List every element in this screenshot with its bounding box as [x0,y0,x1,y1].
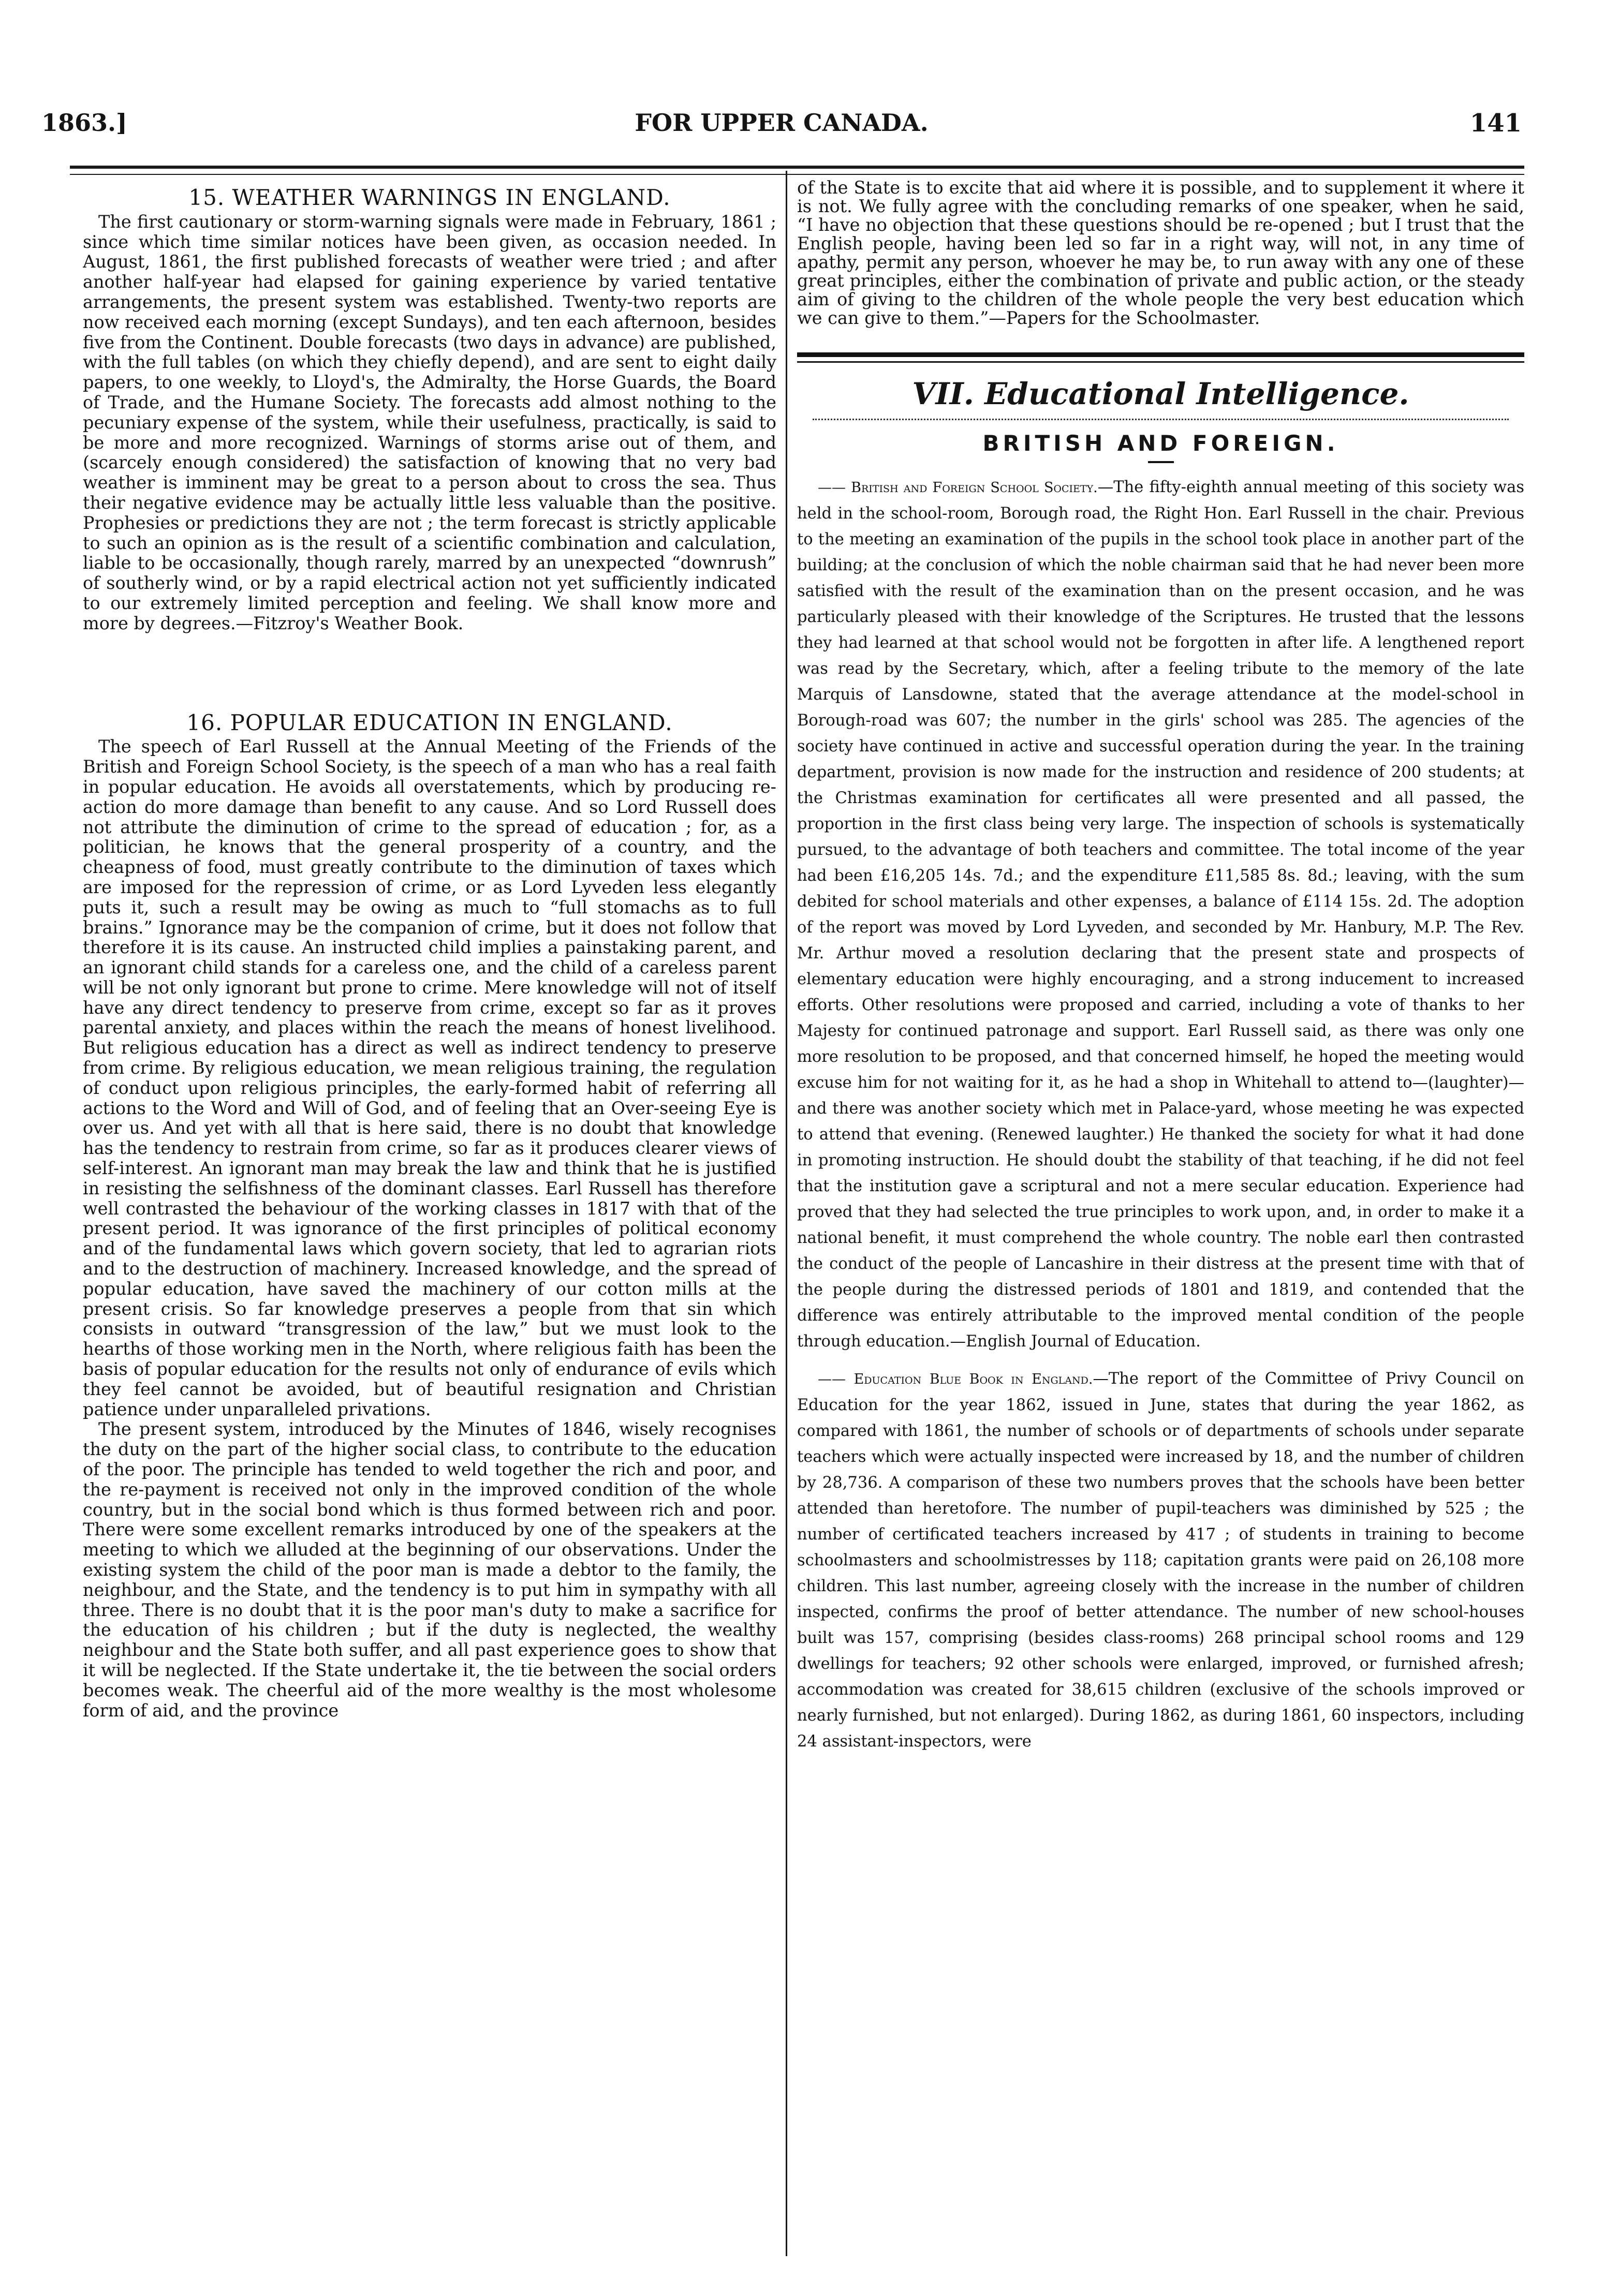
right-column [797,179,1524,2264]
header-title: FOR UPPER CANADA. [635,109,929,137]
header-rule [70,166,1524,175]
section-15-title: 15. WEATHER WARNINGS IN ENGLAND. [188,185,671,210]
news-item-2 [797,1366,1524,1755]
section-rule [797,352,1524,363]
news-item-1-text: —The fifty-eighth annual meeting of this society was held in the school-room, Borough road, the Right Hon. Earl Russell in the chair. Previous to the meeting an examination of the pupils in the school took place in another part of the building; at the conclusion of which the noble chairman said that he had never been more satisfied with the result of the examination than on the present occasion, and he was particularly pleased with their knowledge of the Scriptures. He trusted that the lessons they had learned at that school would not be forgotten in after life. A lengthened report was read by the Secretary, which, after a feeling tribute to the memory of the late Marquis of Lansdowne, stated that the average attendance at the model-school in Borough-road was 607; the number in the girls' school was 285. The agencies of the society have continued in active and successful operation during the year. In the training department, provision is now made for the instruction and residence of 200 students; at the Christmas examination for certificates all were presented and all passed, the proportion in the first class being very large. The inspection of schools is systematically pursued, to the advantage of both teachers and committee. The total income of the year had been £16,205 14s. 7d.; and the expenditure £11,585 8s. 8d.; leaving, with the sum debited for school materials and other expenses, a balance of £114 15s. 2d. The adoption of the report was moved by Lord Lyveden, and seconded by Mr. Hanbury, M.P. The Rev. Mr. Arthur moved a resolution declaring that the present state and prospects of elementary education were highly encouraging, and a strong inducement to increased efforts. Other resolutions were proposed and carried, including a vote of thanks to her Majesty for continued patronage and support. Earl Russell said, as there was only one more resolution to be proposed, and that concerned himself, he hoped the meeting would excuse him for not waiting for it, as he had a shop in Whitehall to attend to—(laughter)—and there was another society which met in Palace-yard, whose meeting he was expected to attend that evening. (Renewed laughter.) He thanked the society for what it had done in promoting instruction. He should doubt the stability of that teaching, if he did not feel that the institution gave a scriptural and not a mere secular education. Experience had proved that they had selected the true principles to work upon, and, in order to make it a national benefit, it must comprehend the whole country. The noble earl then contrasted the conduct of the people of Lancashire in their distress at the present time with that of the people during the distressed periods of 1801 and 1819, and contended that the difference was entirely attributable to the improved mental condition of the people through education.—English Journal of Education. [797,478,1524,1351]
news-item-2-lead: —— Education Blue Book in England. [818,1371,1093,1387]
news-item-1-lead: —— British and Foreign School Society. [818,480,1098,496]
page-header [41,109,1522,150]
column-divider [786,171,787,2256]
subsection-title: BRITISH AND FOREIGN. [982,431,1339,456]
section-16-title: 16. POPULAR EDUCATION IN ENGLAND. [186,709,673,735]
short-rule [1148,461,1174,463]
page-number: 141 [1469,109,1522,138]
section-16-paragraph-2: The present system, introduced by the Minutes of 1846, wisely recognises the duty on the part of the higher social class, to contribute to the education of the poor. The principle has tended to weld together the rich and poor, and the re-payment is received not only in the improved condition of the whole country, but in the social bond which is thus formed between rich and poor. There were some excellent remarks introduced by one of the speakers at the meeting to which we alluded at the beginning of our observations. Under the existing system the child of the poor man is made a debtor to the family, the neighbour, and the State, and the tendency is to put him in sympathy with all three. There is no doubt that it is the poor man's duty to make a sacrifice for the education of his children ; but if the duty is neglected, the wealthy neighbour and the State both suffer, and all past experience goes to show that it will be neglected. If the State undertake it, the tie between the social orders becomes weak. The cheerful aid of the more wealthy is the most wholesome form of aid, and the province [83,1419,776,1721]
continued-paragraph: of the State is to excite that aid where it is possible, and to supplement it where it is not. We fully agree with the concluding remarks of one speaker, when he said, “I have no objection that these questions should be re-opened ; but I trust that the English people, having been led so far in a right way, will not, in any time of apathy, permit any person, whoever he may be, to run away with any one of these great principles, either the combination of private and public action, or the steady aim of giving to the children of the whole people the very best education which we can give to them.”—Papers for the Schoolmaster. [797,179,1524,328]
section-vii-title: VII. Educational Intelligence. [912,376,1409,411]
left-column [83,179,776,2264]
news-item-1 [797,475,1524,1355]
news-item-2-text: —The report of the Committee of Privy Council on Education for the year 1862, issued in June, states that during the year 1862, as compared with 1861, the number of schools or of departments of schools under separate teachers which were actually inspected were increased by 18, and the number of children by 28,736. A comparison of these two numbers proves that the schools have been better attended than heretofore. The number of pupil-teachers was diminished by 525 ; the number of certificated teachers increased by 417 ; of students in training to become schoolmasters and schoolmistresses by 118; capitation grants were paid on 26,108 more children. This last number, agreeing closely with the increase in the number of children inspected, confirms the proof of better attendance. The number of new school-houses built was 157, comprising (besides class-rooms) 268 principal school rooms and 129 dwellings for teachers; 92 other schools were enlarged, improved, or furnished afresh; accommodation was created for 38,615 children (exclusive of the schools improved or nearly furnished, but not enlarged). During 1862, as during 1861, 60 inspectors, including 24 assistant-inspectors, were [797,1370,1524,1751]
section-gap [83,634,776,704]
header-year: 1863.] [41,109,127,137]
ornamental-rule [813,419,1509,420]
section-15-paragraph: The first cautionary or storm-warning signals were made in February, 1861 ; since which time similar notices have been given, as occasion needed. In August, 1861, the first published forecasts of weather were tried ; and after another half-year had elapsed for gaining experience by varied tentative arrangements, the present system was established. Twenty-two reports are now received each morning (except Sundays), and ten each afternoon, besides five from the Continent. Double forecasts (two days in advance) are published, with the full tables (on which they chiefly depend), and are sent to eight daily papers, to one weekly, to Lloyd's, the Admiralty, the Horse Guards, the Board of Trade, and the Humane Society. The forecasts add almost nothing to the pecuniary expense of the system, while their usefulness, practically, is said to be more and more recognized. Warnings of storms arise out of them, and (scarcely enough considered) the satisfaction of knowing that no very bad weather is imminent may be great to a person about to cross the sea. Thus their negative evidence may be actually little less valuable than the positive. Prophesies or predictions they are not ; the term forecast is strictly applicable to such an opinion as is the result of a scientific combination and calculation, liable to be occasionally, though rarely, marred by an unexpected “downrush” of southerly wind, or by a rapid electrical action not yet sufficiently indicated to our extremely limited perception and feeling. We shall know more and more by degrees.—Fitzroy's Weather Book. [83,211,776,633]
section-16-paragraph-1: The speech of Earl Russell at the Annual Meeting of the Friends of the British and Foreign School Society, is the speech of a man who has a real faith in popular education. He avoids all overstatements, which by producing re-action do more damage than benefit to any cause. And so Lord Russell does not attribute the diminution of crime to the spread of education ; for, as a politician, he knows that the general prosperity of a country, and the cheapness of food, must greatly contribute to the diminution of taxes which are imposed for the repression of crime, or as Lord Lyveden less elegantly puts it, such a result may be owing as much to “full stomachs as to full brains.” Ignorance may be the companion of crime, but it does not follow that therefore it is its cause. An instructed child implies a painstaking parent, and an ignorant child stands for a careless one, and the child of a careless parent will be not only ignorant but prone to crime. Mere knowledge will not of itself have any direct tendency to preserve from crime, except so far as it proves parental anxiety, and places within the reach the means of honest livelihood. But religious education has a direct as well as indirect tendency to preserve from crime. By religious education, we mean religious training, the regulation of conduct upon religious principles, the early-formed habit of referring all actions to the Word and Will of God, and of feeling that an Over-seeing Eye is over us. And yet with all that is here said, there is no doubt that knowledge has the tendency to restrain from crime, so far as it produces clearer views of self-interest. An ignorant man may break the law and think that he is justified in resisting the selfishness of the dominant classes. Earl Russell has therefore well contrasted the behaviour of the working classes in 1817 with that of the present period. It was ignorance of the first principles of political economy and of the fundamental laws which govern society, that led to agrarian riots and to the destruction of machinery. Increased knowledge, and the spread of popular education, have saved the machinery of our cotton mills at the present crisis. So far knowledge preserves a people from that sin which consists in outward “transgression of the law,” but we must look to the hearths of those working men in the North, where religious faith has been the basis of popular education for the results not only of endurance of evils which they feel cannot be avoided, but of beautiful resignation and Christian patience under unparalleled privations. [83,736,776,1419]
